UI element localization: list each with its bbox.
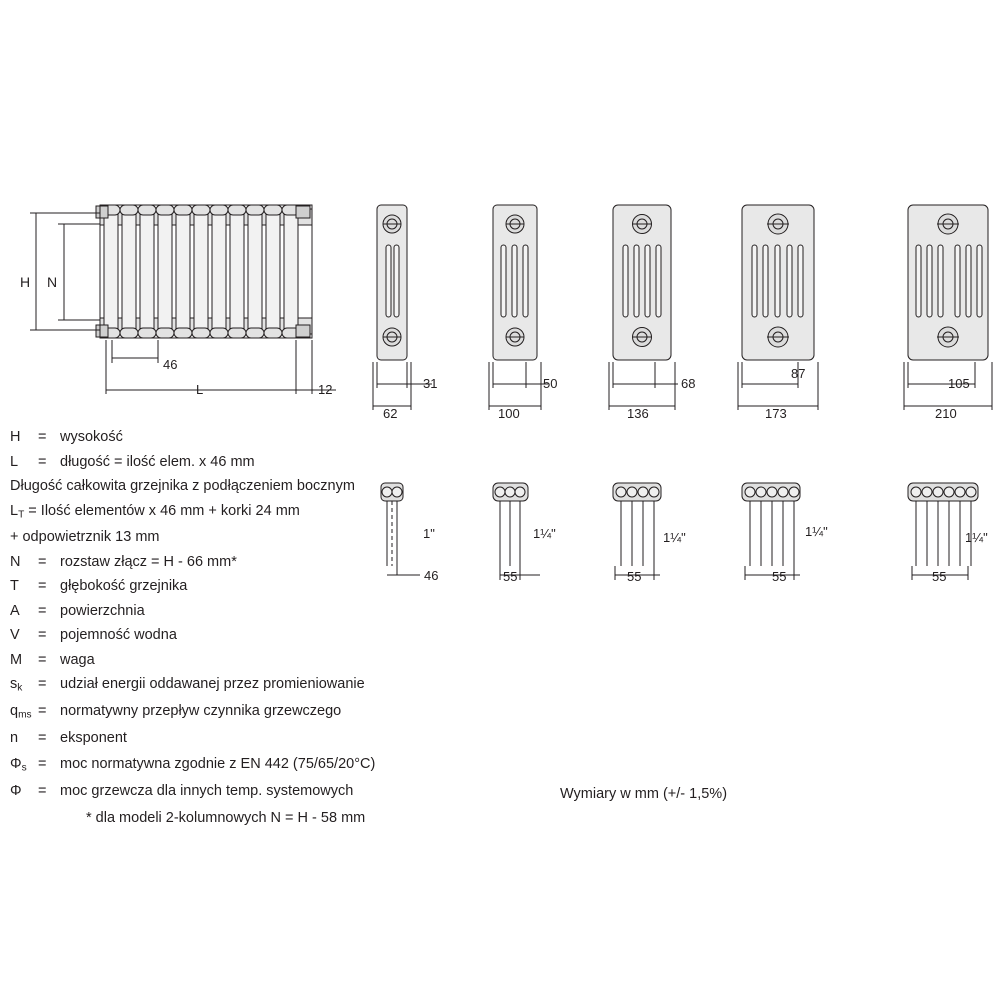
legend-footnote: * dla modeli 2-kolumnowych N = H - 58 mm	[86, 809, 366, 826]
dim-5col-inner-label: 87	[791, 366, 806, 381]
pipe-3col-label: 55	[503, 569, 518, 584]
legend-symbol: $s_k$	[10, 676, 23, 694]
dim-2col-inner-label: 31	[423, 376, 438, 391]
legend-equals: =	[38, 453, 47, 470]
legend-symbol: N	[10, 553, 21, 570]
dimension-N	[58, 224, 100, 320]
legend-text: normatywny przepływ czynnika grzewczego	[60, 702, 342, 719]
dimension-5col-inner	[742, 362, 798, 388]
legend-text: powierzchnia	[60, 602, 145, 619]
legend-symbol: A	[10, 602, 20, 619]
legend-row-sk	[10, 677, 480, 694]
legend-equals: =	[38, 676, 47, 693]
dim-5col-outer-label: 173	[765, 406, 787, 421]
legend-LT-symbol: L	[10, 502, 19, 519]
legend-row-V	[10, 628, 480, 643]
legend-row-A	[10, 604, 480, 619]
legend-row-M	[10, 653, 480, 668]
legend-row-phis	[10, 757, 480, 774]
legend-row-T	[10, 579, 480, 594]
dim-4col-outer-label: 136	[627, 406, 649, 421]
pipe-2col-label: 46	[424, 568, 439, 583]
pipe-4col-label: 55	[627, 569, 642, 584]
legend-total-length-line-3: + odpowietrznik 13 mm	[10, 529, 160, 546]
dim-2col-outer-label: 62	[383, 406, 398, 421]
legend-symbol: L	[10, 453, 19, 470]
legend-text: długość = ilość elem. x 46 mm	[60, 453, 255, 470]
dim-6col-outer-label: 210	[935, 406, 957, 421]
legend-equals: =	[38, 702, 47, 719]
section-view-4-column	[613, 205, 671, 360]
legend	[10, 430, 480, 835]
thread-4col-label: 1¼"	[663, 530, 686, 545]
section-view-6-column	[908, 205, 988, 360]
legend-text: eksponent	[60, 729, 127, 746]
units-note: Wymiary w mm (+/- 1,5%)	[560, 786, 728, 802]
legend-text: moc grzewcza dla innych temp. systemowych	[60, 782, 354, 799]
dimension-3col-inner	[493, 362, 548, 388]
dim-3col-inner-label: 50	[543, 376, 558, 391]
legend-symbol: $\Phi_s$	[10, 756, 27, 774]
section-view-3-column	[493, 205, 537, 360]
legend-total-length-line-1: Długość całkowita grzejnika z podłączeniem bocznym	[10, 478, 355, 494]
thread-5col-label: 1¼"	[805, 524, 828, 539]
legend-equals: =	[38, 553, 47, 570]
dimension-46	[112, 340, 158, 363]
thread-2col-label: 1"	[423, 526, 435, 541]
legend-row-qms	[10, 704, 480, 721]
front-view-radiator	[96, 205, 312, 338]
legend-symbol: n	[10, 729, 19, 746]
dimension-H	[30, 213, 100, 330]
dim-6col-inner-label: 105	[948, 376, 970, 391]
label-N: N	[47, 274, 58, 290]
legend-row-N	[10, 555, 480, 570]
legend-text: wysokość	[60, 429, 123, 445]
legend-symbol: H	[10, 429, 21, 445]
pipe-5col-label: 55	[772, 569, 787, 584]
thread-3col-label: 1¼"	[533, 526, 556, 541]
section-view-2-column	[377, 205, 407, 360]
legend-equals: =	[38, 429, 47, 445]
legend-text: rozstaw złącz = H - 66 mm*	[60, 553, 237, 570]
dimension-4col-inner	[613, 362, 678, 388]
legend-text: pojemność wodna	[60, 627, 177, 644]
legend-equals: =	[38, 782, 47, 799]
legend-LT-rest: = Ilość elementów x 46 mm + korki 24 mm	[28, 502, 300, 519]
legend-text: głębokość grzejnika	[60, 578, 188, 595]
dimension-5col-outer	[738, 362, 818, 410]
legend-symbol: Φ	[10, 782, 22, 799]
legend-equals: =	[38, 602, 47, 619]
legend-equals: =	[38, 729, 47, 746]
legend-symbol: V	[10, 627, 20, 644]
label-element-pitch: 46	[163, 357, 178, 372]
legend-symbol: $q_{ms}$	[10, 702, 32, 721]
pipe-6col-label: 55	[932, 569, 947, 584]
top-view-5-column	[742, 483, 800, 580]
dim-4col-inner-label: 68	[681, 376, 696, 391]
legend-symbol: T	[10, 578, 19, 595]
legend-total-length-line-2	[10, 504, 480, 521]
legend-row-n	[10, 731, 480, 748]
legend-equals: =	[38, 578, 47, 595]
legend-symbol: M	[10, 651, 23, 668]
legend-text: moc normatywna zgodnie z EN 442 (75/65/20°C)	[60, 756, 376, 773]
label-H: H	[20, 274, 31, 290]
thread-6col-label: 1¼"	[965, 530, 988, 545]
legend-row-H	[10, 430, 480, 445]
label-L: L	[196, 382, 204, 397]
label-end-gap: 12	[318, 382, 333, 397]
section-view-5-column	[742, 205, 814, 360]
legend-text: udział energii oddawanej przez promieniowanie	[60, 676, 365, 693]
legend-text: waga	[60, 651, 95, 668]
dimension-2col-outer	[373, 362, 411, 410]
dim-3col-outer-label: 100	[498, 406, 520, 421]
dimension-4col-outer	[609, 362, 675, 410]
legend-row-L	[10, 455, 480, 470]
legend-equals: =	[38, 627, 47, 644]
legend-LT-subscript: T	[18, 509, 25, 521]
legend-row-phi	[10, 784, 480, 801]
legend-equals: =	[38, 756, 47, 773]
dimension-3col-outer	[489, 362, 541, 410]
top-view-4-column	[613, 483, 661, 580]
legend-equals: =	[38, 651, 47, 668]
